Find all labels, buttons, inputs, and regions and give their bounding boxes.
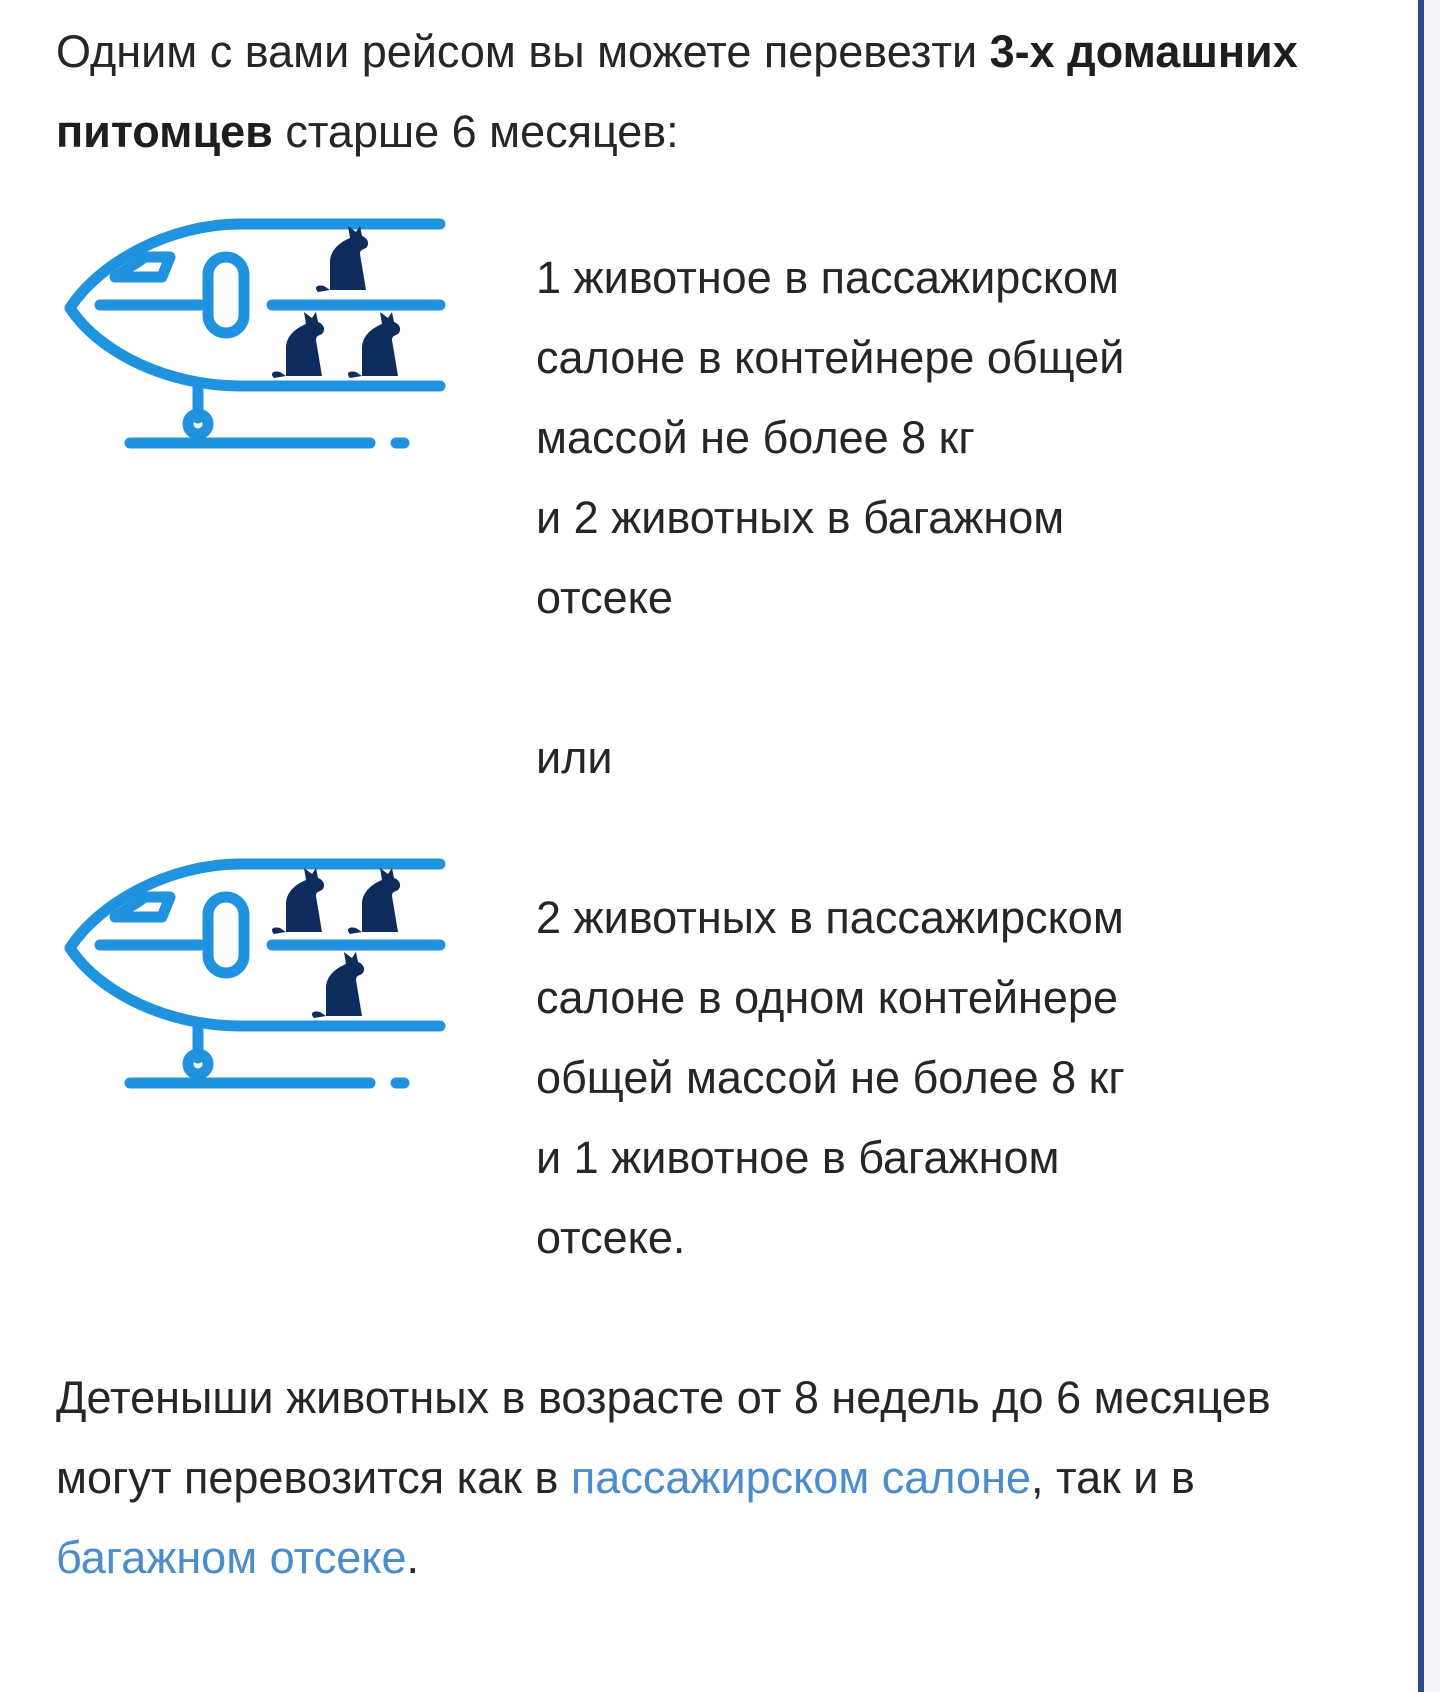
option-1-line: салоне в контейнере общей xyxy=(536,332,1125,383)
option-1-line: и 2 животных в багажном xyxy=(536,492,1065,543)
airplane-three-pets-icon xyxy=(60,852,460,1112)
intro-text-after: старше 6 месяцев: xyxy=(272,106,679,157)
option-2-line: салоне в одном контейнере xyxy=(536,972,1118,1023)
footer-paragraph xyxy=(56,1358,1396,1598)
option-1-description xyxy=(536,238,1356,638)
footer-text: , так и в xyxy=(1030,1452,1195,1503)
option-1-line: отсеке xyxy=(536,572,673,623)
passenger-cabin-link[interactable]: пассажирском салоне xyxy=(570,1452,1031,1503)
page-edge-pane xyxy=(1424,0,1440,1692)
option-2-line: 2 животных в пассажирском xyxy=(536,892,1124,943)
option-1-line: массой не более 8 кг xyxy=(536,412,975,463)
baggage-compartment-link[interactable]: багажном отсеке xyxy=(56,1532,407,1583)
option-2-line: и 1 животное в багажном xyxy=(536,1132,1060,1183)
option-2-line: общей массой не более 8 кг xyxy=(536,1052,1125,1103)
separator-text: или xyxy=(536,732,613,783)
option-2-line: отсеке. xyxy=(536,1212,686,1263)
intro-paragraph xyxy=(56,12,1376,172)
footer-text: Детеныши животных в возрасте от 8 недель до 6 месяцев могут перевозится как в xyxy=(56,1372,1271,1503)
option-2-description xyxy=(536,878,1356,1278)
intro-text-bold: 3-х домашних питомцев xyxy=(56,26,1298,157)
option-1-line: 1 животное в пассажирском xyxy=(536,252,1119,303)
intro-text-before: Одним с вами рейсом вы можете перевезти xyxy=(56,26,990,77)
airplane-three-pets-icon xyxy=(60,212,460,472)
footer-text: . xyxy=(406,1532,420,1583)
